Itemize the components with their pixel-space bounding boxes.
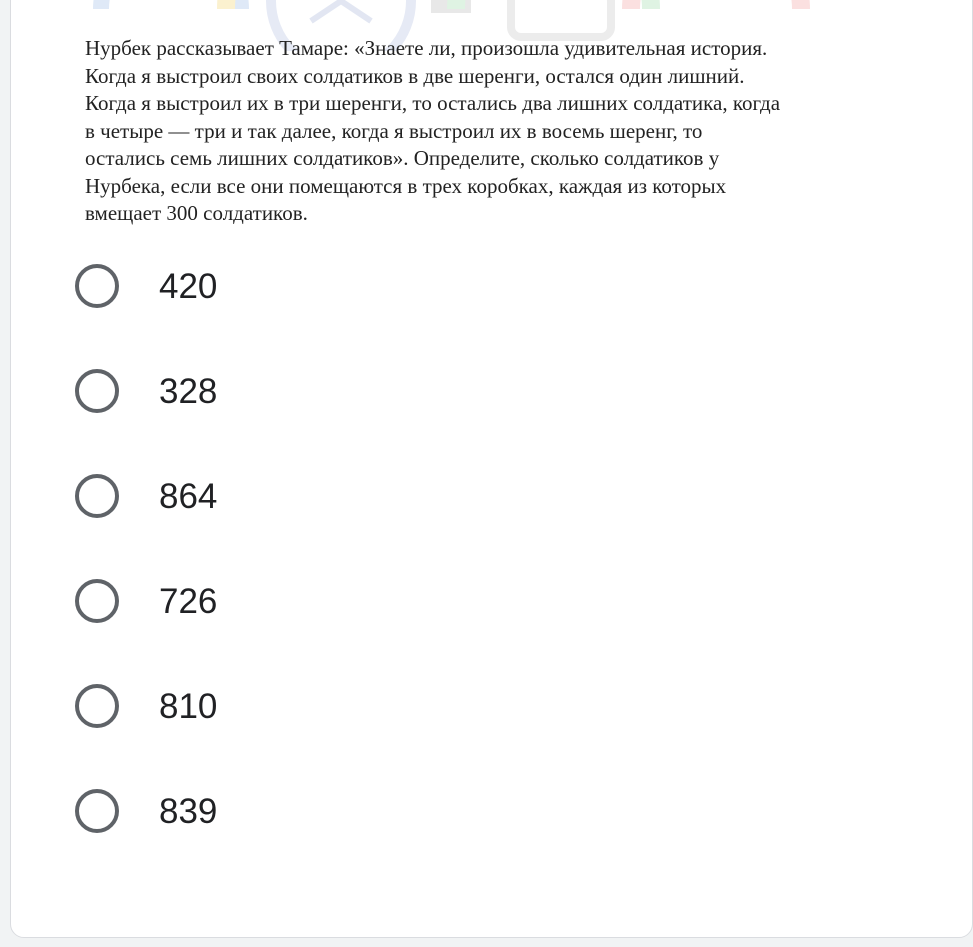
radio-button-icon[interactable] [75,579,119,623]
radio-button-icon[interactable] [75,684,119,728]
option-label: 839 [159,792,218,831]
option-label: 328 [159,372,218,411]
radio-button-icon[interactable] [75,264,119,308]
option-5[interactable] [75,673,675,778]
question-image [85,35,905,225]
option-3[interactable] [75,463,675,568]
answer-options [75,253,675,883]
option-2[interactable] [75,358,675,463]
option-1[interactable] [75,253,675,358]
radio-button-icon[interactable] [75,369,119,413]
option-label: 420 [159,267,218,306]
radio-button-icon[interactable] [75,789,119,833]
option-4[interactable] [75,568,675,673]
question-text: Нурбек рассказывает Тамаре: «Знаете ли, произошла удивительная история. Когда я выстроил своих солдатиков в две шеренги, остался один лишний. Когда я выстроил их в три шеренги, то остались два лишних солдатика, когда в четыре — три и так далее, когда я выстроил их в восемь шеренг, то остались семь лишних солдатиков». Определите, сколько солдатиков у Нурбека, если все они помещаются в трех коробках, каждая из которых вмещает 300 солдатиков. [85,36,781,225]
option-label: 864 [159,477,218,516]
radio-button-icon[interactable] [75,474,119,518]
option-6[interactable] [75,778,675,883]
question-card [10,0,973,938]
option-label: 726 [159,582,218,621]
option-label: 810 [159,687,218,726]
